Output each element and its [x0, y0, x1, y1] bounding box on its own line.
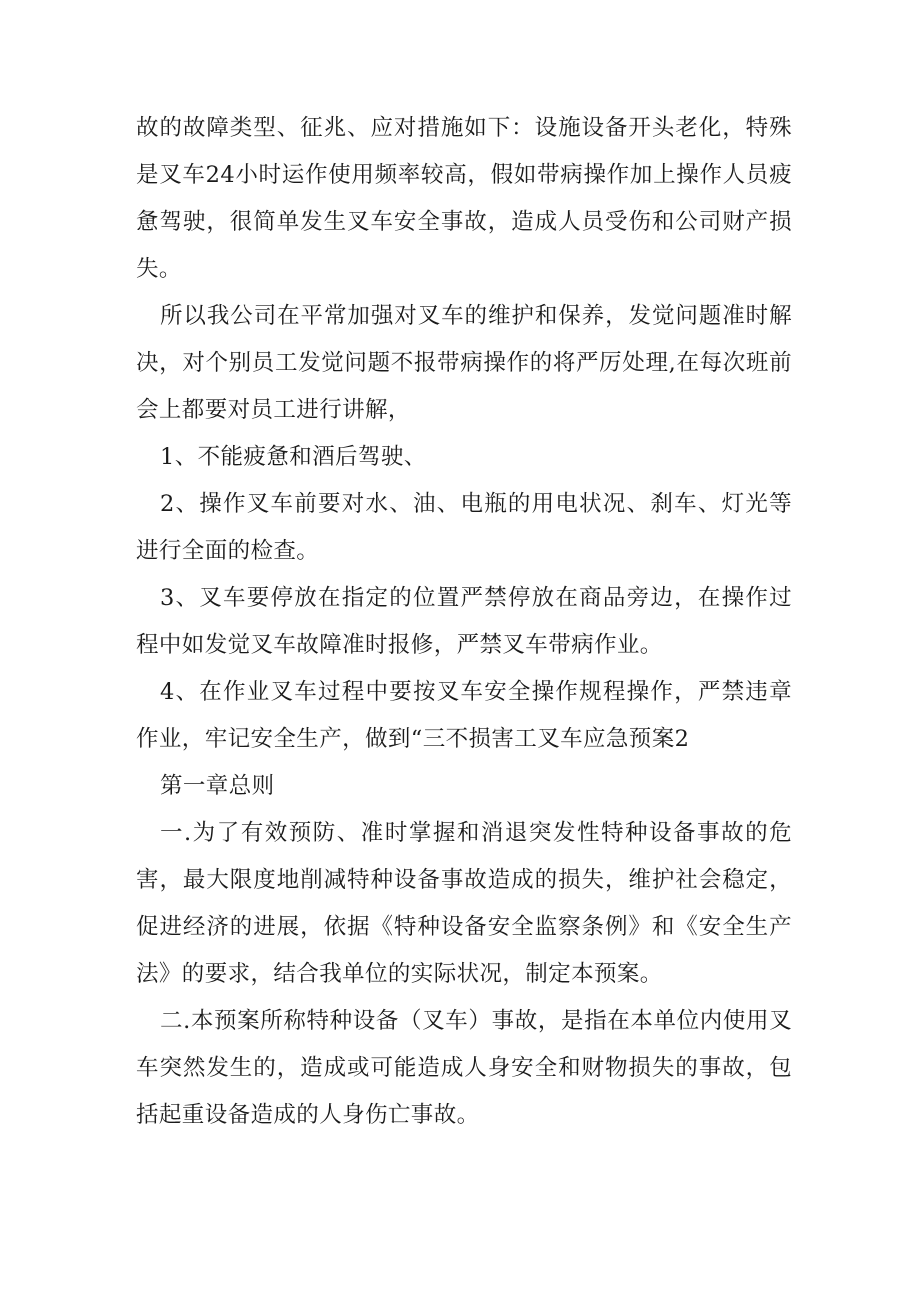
chapter-heading: 第一章总则	[160, 773, 275, 799]
list-item-2: 2、操作叉车前要对水、油、电瓶的用电状况、刹车、灯光等进行全面的检查。	[136, 491, 792, 564]
document-body	[136, 105, 792, 1139]
paragraph-fault-types: 故的故障类型、征兆、应对措施如下：设施设备开头老化，特殊是叉车24小时运作使用频率较高，假如带病操作加上操作人员疲惫驾驶，很简单发生叉车安全事故，造成人员受伤和公司财产损失。	[136, 115, 792, 282]
paragraph-maintenance: 所以我公司在平常加强对叉车的维护和保养，发觉问题准时解决，对个别员工发觉问题不报带病操作的将严厉处理,在每次班前会上都要对员工进行讲解，	[136, 303, 792, 423]
list-item-3: 3、叉车要停放在指定的位置严禁停放在商品旁边，在操作过程中如发觉叉车故障准时报修，严禁叉车带病作业。	[136, 585, 792, 658]
paragraph-article-2: 二.本预案所称特种设备（叉车）事故，是指在本单位内使用叉车突然发生的，造成或可能造成人身安全和财物损失的事故，包括起重设备造成的人身伤亡事故。	[136, 1008, 792, 1128]
list-item-1: 1、不能疲惫和酒后驾驶、	[160, 444, 427, 470]
paragraph-article-1: 一.为了有效预防、准时掌握和消退突发性特种设备事故的危害，最大限度地削减特种设备事故造成的损失，维护社会稳定，促进经济的进展，依据《特种设备安全监察条例》和《安全生产法》的要求，结合我单位的实际状况，制定本预案。	[136, 820, 792, 987]
list-item-4: 4、在作业叉车过程中要按叉车安全操作规程操作，严禁违章作业，牢记安全生产，做到“三不损害工叉车应急预案2	[136, 679, 792, 752]
